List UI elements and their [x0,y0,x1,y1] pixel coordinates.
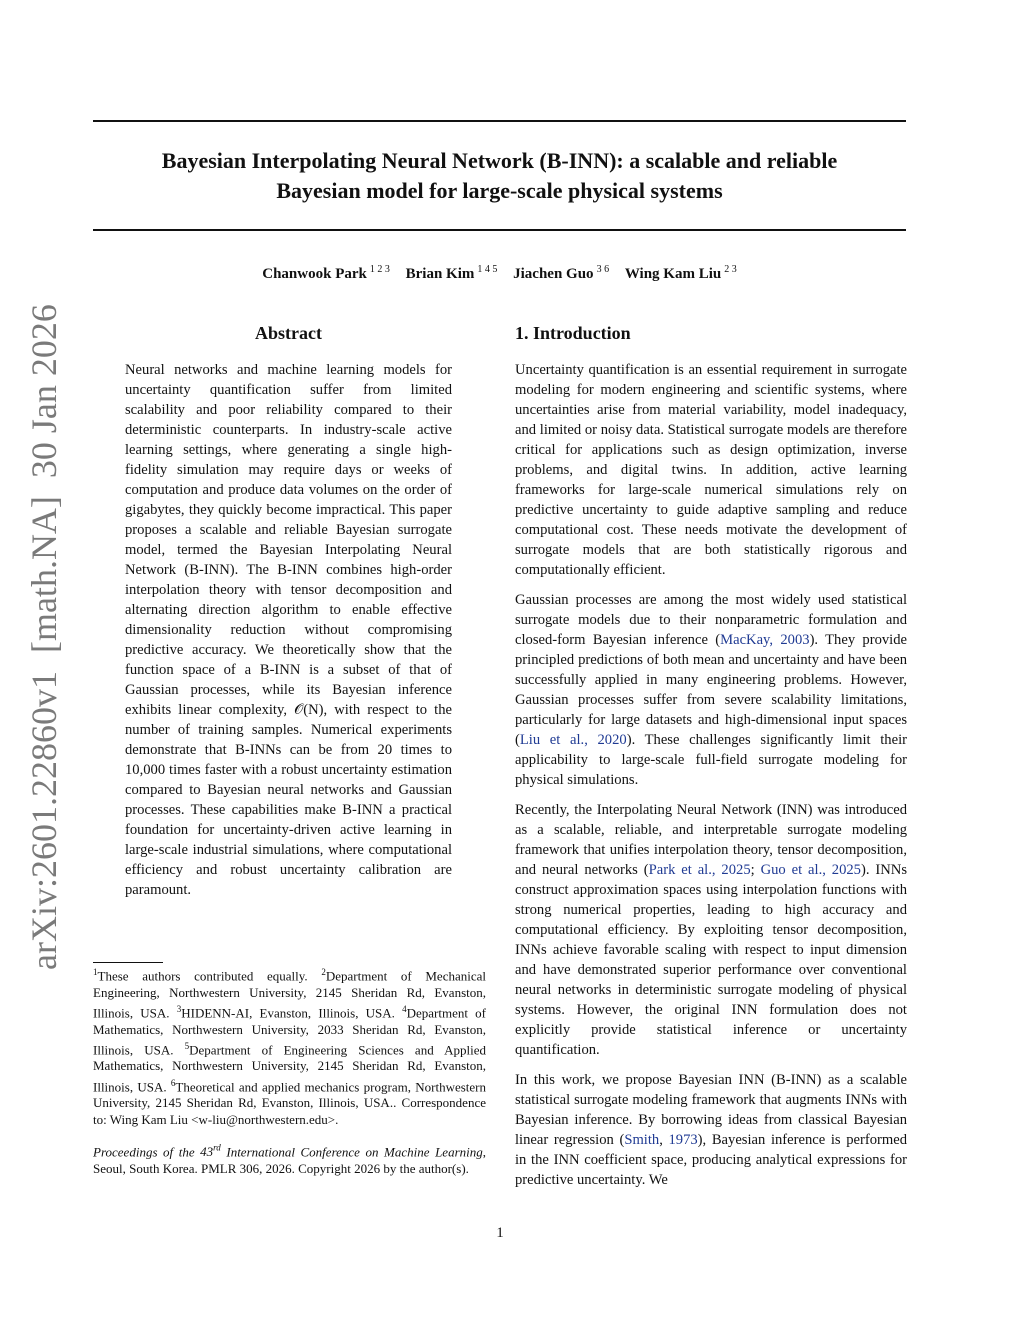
ordinal-number: 43 [200,1144,214,1160]
footnote-mark: 3 [176,1003,182,1014]
footnote-mark: 2 [321,967,326,977]
footnote-text: HIDENN-AI, Evanston, Illinois, USA. [181,1005,403,1021]
ordinal-suffix: rd [213,1142,221,1153]
citation-link[interactable]: Liu et al., 2020 [519,732,627,748]
footnote-mark: 6 [170,1077,176,1088]
proceedings-ordinal [200,1144,221,1159]
footnotes [93,964,486,1177]
affiliation-footnote [93,964,486,1128]
author [513,266,609,282]
abstract-text: Neural networks and machine learning models for uncertainty quantification suffer from limited scalability and poor reliability compared to their deterministic counterparts. In industry-scale active learning settings, where generating a single high-fidelity simulation may require days or weeks of computation and produce data volumes on the order of gigabytes, they quickly become impractical. This paper proposes a scalable and reliable Bayesian surrogate model, termed the Bayesian Interpolating Neural Network (B-INN). The B-INN combines high-order interpolation theory with tensor decomposition and alternating direction algorithm to enable effective dimensionality reduction without compromising predictive accuracy. We theoretically show that the function space of a B-INN is a subset of that of Gaussian processes, while its Bayesian inference exhibits linear complexity, 𝒪(N), with respect to the number of training samples. Numerical experiments demonstrate that B-INNs can be from 20 times to 10,000 times faster with a robust uncertainty estimation compared to Bayesian neural networks and Gaussian processes. These capabilities make B-INN a practical foundation for uncertainty-driven active learning in large-scale industrial simulations, where computational efficiency and robust uncertainty calibration are paramount. [125,362,452,898]
footnote-mark: 1 [93,967,98,977]
intro-paragraph-2 [515,590,907,790]
proceedings-venue: Proceedings of the [93,1144,201,1160]
abstract-heading: Abstract [255,323,322,343]
author-name: Chanwook Park [262,266,367,282]
author-list [93,264,906,283]
paragraph-text: ). These challenges significantly limit their applicability to large-scale full-field surrogate modeling for physical simulations. [515,732,907,788]
footnote-text: Department of Mechanical Engineering, Northwestern University, 2145 Sheridan Rd, Evanston, Illinois, USA. [93,968,486,1021]
proceedings-note [93,1140,486,1177]
footnote-text: Department of Mathematics, Northwestern University, 2033 Sheridan Rd, Evanston, Illinois, USA. [93,1005,486,1058]
intro-paragraph-1: Uncertainty quantification is an essential requirement in surrogate modeling for modern engineering and scientific systems, where uncertainties arise from material variability, model inadequacy, and limited or noisy data. Statistical surrogate models are therefore critical for applications such as design optimization, inverse problems, and digital twins. In addition, active learning frameworks for large-scale numerical simulations rely on predictive uncertainty to guide adaptive sampling and reduce computational cost. These needs motivate the development of surrogate models that are both statistically rigorous and computationally efficient. [515,362,907,578]
footnote-mark: 4 [402,1003,407,1014]
title-rule-top [93,120,906,122]
author-name: Brian Kim [405,266,475,282]
paper-title [93,146,906,206]
footnote-text: Theoretical and applied mechanics program, Northwestern University, 2145 Sheridan Rd, Evanston, Illinois, USA.. Correspondence to: Wing Kam Liu <w-liu@northwestern.edu>. [93,1079,486,1127]
paragraph-text: ). INNs construct approximation spaces using interpolation functions with strong numerical properties, leading to high accuracy and computational efficiency. By exploiting tensor decomposition, INNs achieve favorable scaling with respect to input dimension and have demonstrated superior performance over conventional neural networks in deterministic surrogate modeling of physical systems. However, the original INN formulation does not explicitly provide statistical inference or uncertainty quantification. [515,862,908,1058]
footnote-mark: 5 [184,1040,190,1051]
citation-link[interactable]: 1973 [668,1132,698,1148]
proceedings-details: , Seoul, South Korea. PMLR 306, 2026. Copyright 2026 by the author(s). [93,1144,486,1176]
proceedings-venue: International Conference on Machine Learning [220,1144,483,1160]
footnote-text: Department of Engineering Sciences and Applied Mathematics, Northwestern University, 2145 Sheridan Rd, Evanston, Illinois, USA. [93,1042,486,1095]
title-line-2: Bayesian model for large-scale physical systems [276,178,723,203]
author-affiliations: 2 3 [724,264,737,275]
introduction-section [515,320,907,1200]
paragraph-text: ). They provide principled predictions of both mean and uncertainty and have been successfully applied in many engineering problems. However, Gaussian processes suffer from severe scalability limitations, particularly for large datasets and high-dimensional input spaces ( [515,632,908,748]
author-affiliations: 1 2 3 [369,264,390,275]
paragraph-text: ), Bayesian inference is performed in the INN coefficient space, producing analytical expressions for predictive uncertainty. We [515,1132,907,1188]
author-affiliations: 3 6 [596,264,610,275]
author [625,266,737,282]
citation-link[interactable]: MacKay, 2003 [720,632,810,648]
footnote-rule [93,962,163,963]
footnote-text: These authors contributed equally. [97,968,322,984]
paragraph-text: In this work, we propose Bayesian INN (B-INN) as a scalable statistical surrogate modeling framework that augments INNs with Bayesian inference. By borrowing ideas from classical Bayesian linear regression ( [515,1072,907,1148]
intro-paragraph-3 [515,800,907,1060]
author-affiliations: 1 4 5 [477,264,498,275]
paragraph-text: Gaussian processes are among the most widely used statistical surrogate models due to their nonparametric formulation and closed-form Bayesian inference ( [515,592,907,648]
paragraph-text: ; [750,862,761,878]
citation-link[interactable]: Park et al., 2025 [648,862,751,878]
author [262,266,390,282]
abstract-section [125,320,452,900]
intro-paragraph-4 [515,1070,907,1190]
author-name: Jiachen Guo [513,266,594,282]
page-number: 1 [496,1225,504,1241]
author [406,266,498,282]
author-name: Wing Kam Liu [624,266,722,282]
intro-heading: 1. Introduction [515,323,631,343]
title-line-1: Bayesian Interpolating Neural Network (B-INN): a scalable and reliable [161,148,838,173]
paragraph-text: , [659,1132,669,1148]
paragraph-text: Recently, the Interpolating Neural Network (INN) was introduced as a scalable, reliable, and interpretable surrogate modeling framework that unifies interpolation theory, tensor decomposition, and neural networks ( [515,802,907,878]
title-rule-bottom [93,229,906,231]
arxiv-stamp[interactable]: arXiv:2601.22860v1 [math.NA] 30 Jan 2026 [24,304,64,970]
citation-link[interactable]: Guo et al., 2025 [760,862,861,878]
citation-link[interactable]: Smith [624,1132,660,1148]
